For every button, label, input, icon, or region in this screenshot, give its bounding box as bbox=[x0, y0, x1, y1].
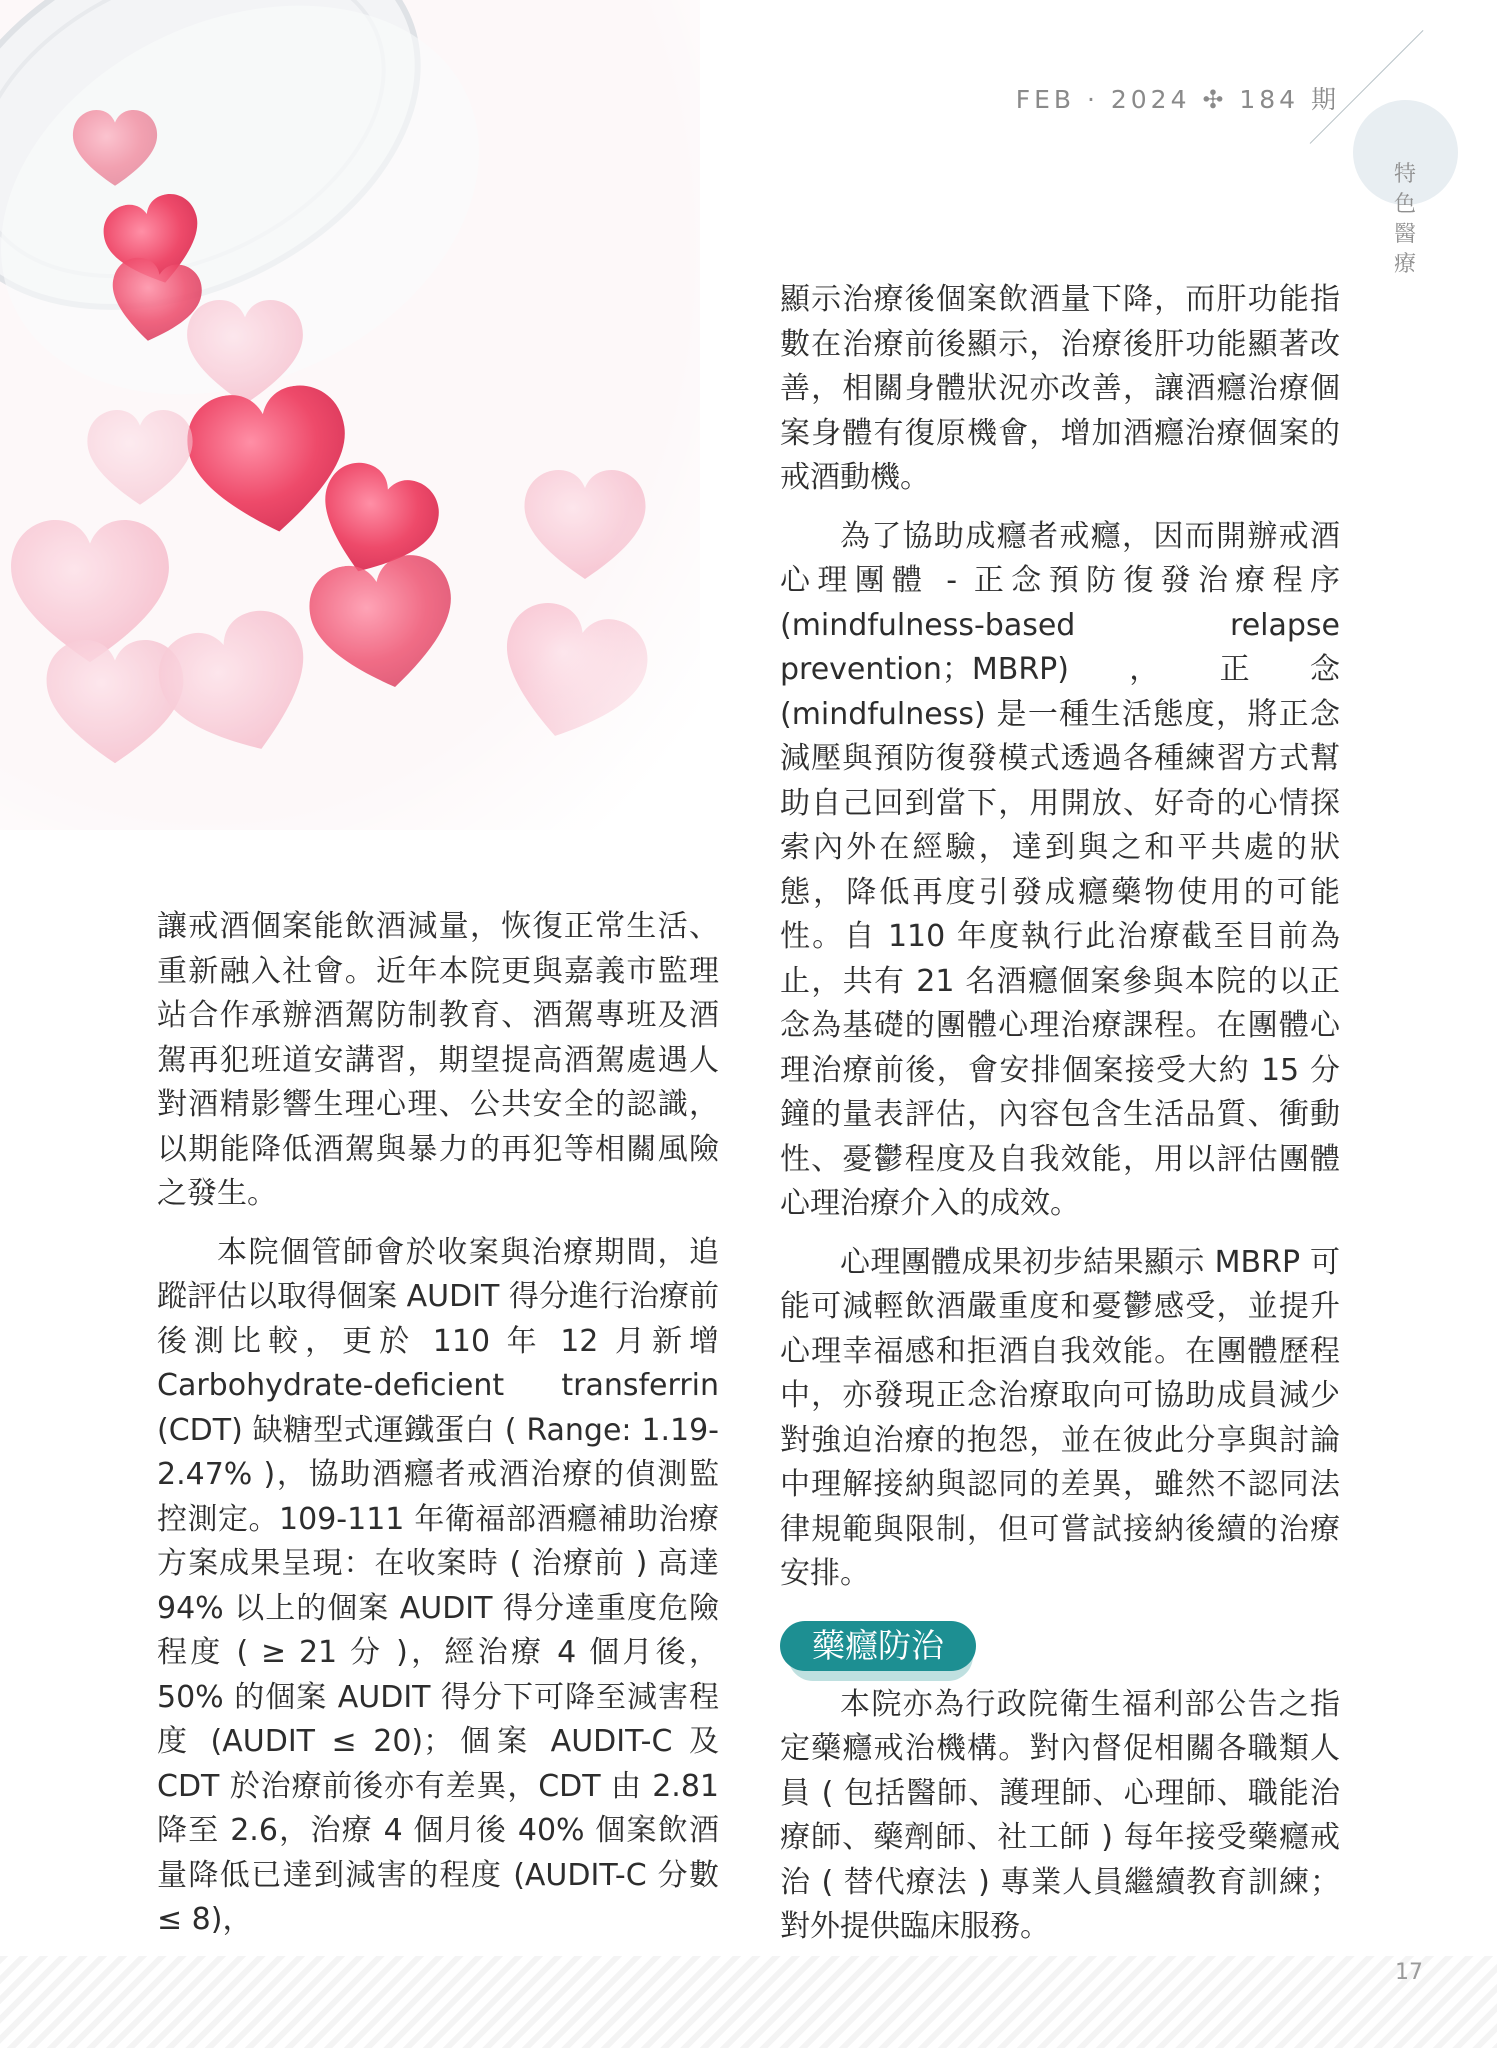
hearts-jar-photo bbox=[0, 0, 700, 830]
section-heading-wrap bbox=[780, 1621, 1340, 1677]
section-heading: 藥癮防治 bbox=[780, 1621, 976, 1671]
footer-stripes bbox=[0, 1956, 1497, 2048]
paragraph: 本院亦為行政院衛生福利部公告之指定藥癮戒治機構。對內督促相關各職類人員 ( 包括醫師、護理師、心理師、職能治療師、藥劑師、社工師 ) 每年接受藥癮戒治 ( 替代療法 ) 專業人員繼續教育訓練；對外提供臨床服務。 bbox=[780, 1686, 1340, 1944]
paragraph: 心理團體成果初步結果顯示 MBRP 可能可減輕飲酒嚴重度和憂鬱感受，並提升心理幸福感和拒酒自我效能。在團體歷程中，亦發現正念治療取向可協助成員減少對強迫治療的抱怨，並在彼此分享與討論中理解接納與認同的差異，雖然不認同法律規範與限制，但可嘗試接納後續的治療安排。 bbox=[780, 1244, 1340, 1591]
paragraph: 本院個管師會於收案與治療期間，追蹤評估以取得個案 AUDIT 得分進行治療前後測比較，更於 110 年 12 月新增 Carbohydrate-deficient transferrin (CDT) 缺糖型式運鐵蛋白 ( Range: 1.19-2.47% )，協助酒癮者戒酒治療的偵測監控測定。109-111 年衛福部酒癮補助治療方案成果呈現：在收案時 ( 治療前 ) 高達 94% 以上的個案 AUDIT 得分達重度危險程度 ( ≥ 21 分 )，經治療 4 個月後，50% 的個案 AUDIT 得分下可降至減害程度 (AUDIT ≤ 20)；個案 AUDIT-C 及 CDT 於治療前後亦有差異，CDT 由 2.81 降至 2.6，治療 4 個月後 40% 個案飲酒量降低已達到減害的程度 (AUDIT-C 分數≤ 8)， bbox=[157, 1234, 719, 1937]
right-text-column bbox=[780, 278, 1340, 1950]
left-text-column bbox=[157, 905, 719, 1943]
paragraph: 讓戒酒個案能飲酒減量，恢復正常生活、重新融入社會。近年本院更與嘉義市監理站合作承辦酒駕防制教育、酒駕專班及酒駕再犯班道安講習，期望提高酒駕處遇人對酒精影響生理心理、公共安全的認識，以期能降低酒駕與暴力的再犯等相關風險之發生。 bbox=[157, 909, 719, 1211]
paragraph: 顯示治療後個案飲酒量下降，而肝功能指數在治療前後顯示，治療後肝功能顯著改善，相關身體狀況亦改善，讓酒癮治療個案身體有復原機會，增加酒癮治療個案的戒酒動機。 bbox=[780, 282, 1340, 495]
section-tag: 特色醫療 bbox=[1393, 162, 1416, 277]
page-number: 17 bbox=[1395, 1960, 1423, 1985]
paragraph: 為了協助成癮者戒癮，因而開辦戒酒心理團體 - 正念預防復發治療程序 (mindfulness-based relapse prevention；MBRP)，正念 (mindfulness) 是一種生活態度，將正念減壓與預防復發模式透過各種練習方式幫助自己回到當下，用開放、好奇的心情探索內外在經驗，達到與之和平共處的狀態，降低再度引發成癮藥物使用的可能性。自 110 年度執行此治療截至目前為止，共有 21 名酒癮個案參與本院的以正念為基礎的團體心理治療課程。在團體心理治療前後，會安排個案接受大約 15 分鐘的量表評估，內容包含生活品質、衝動性、憂鬱程度及自我效能，用以評估團體心理治療介入的成效。 bbox=[780, 518, 1340, 1221]
issue-label: FEB · 2024 ✣ 184 期 bbox=[1015, 85, 1340, 114]
